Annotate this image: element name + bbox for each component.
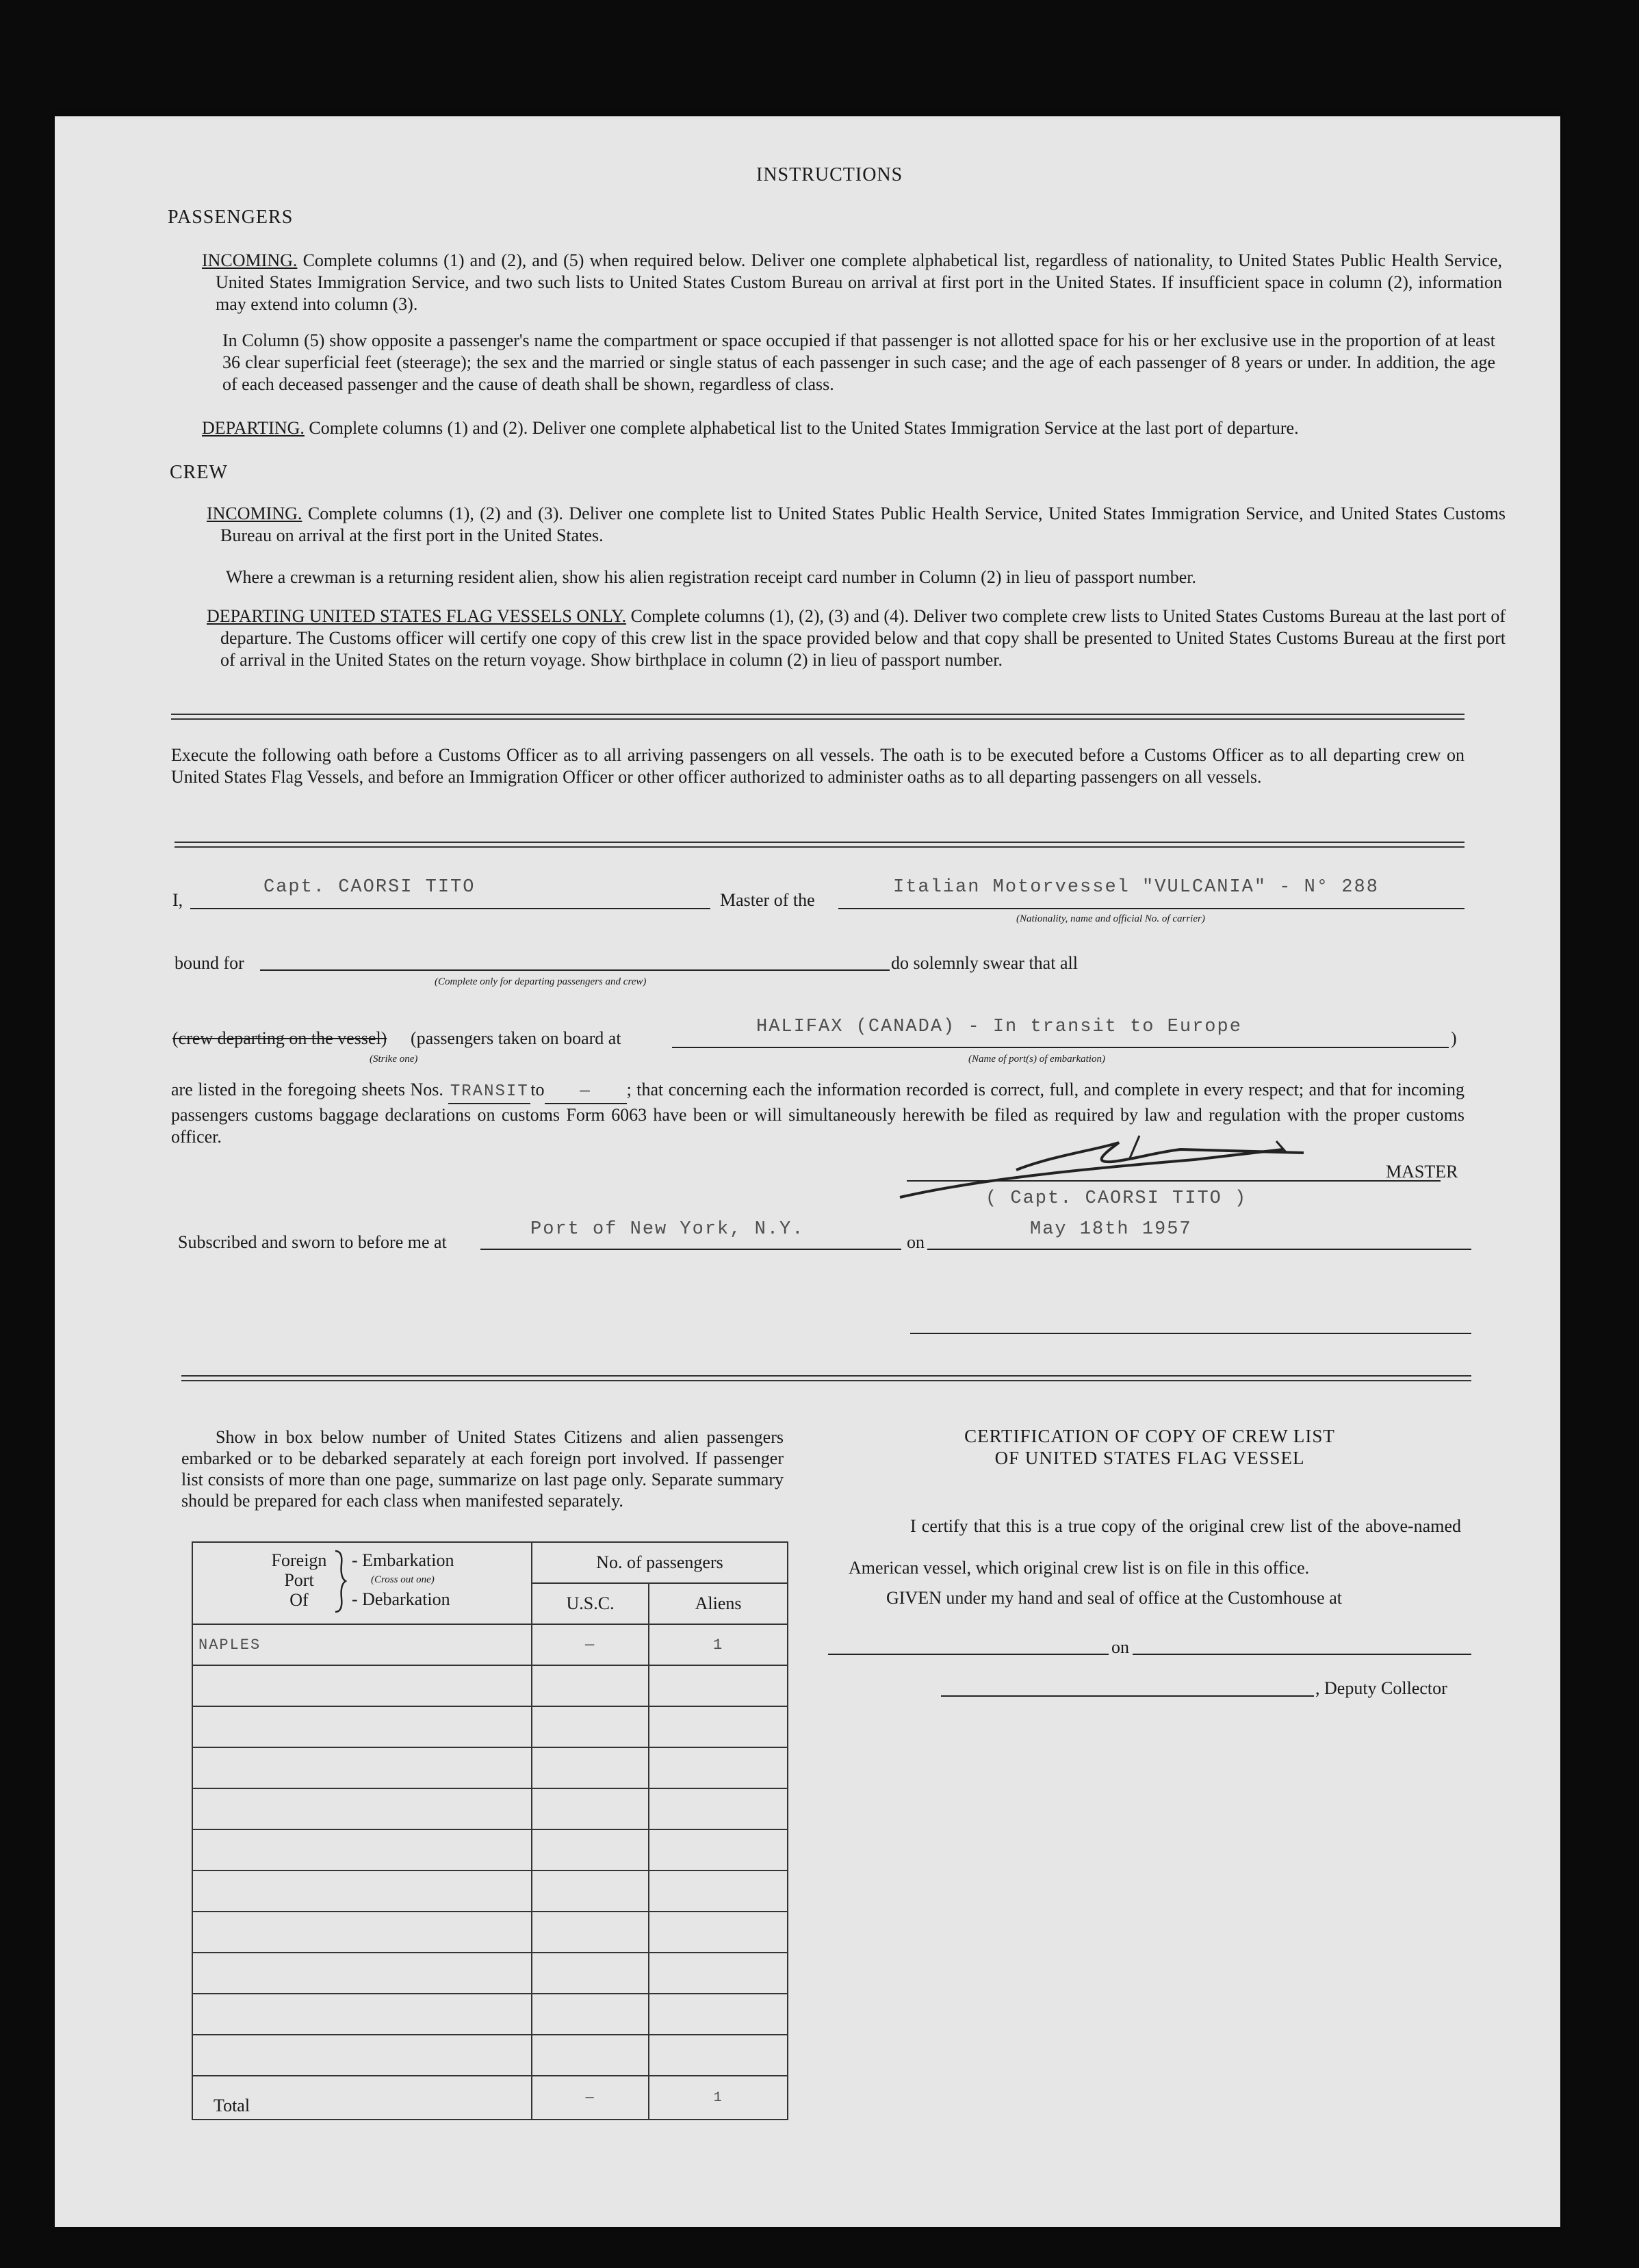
total-usc: — [532, 2076, 649, 2120]
sheets-label: are listed in the foregoing sheets Nos. [171, 1080, 443, 1099]
to-label: to [530, 1080, 545, 1099]
certification-title-line1: CERTIFICATION OF COPY OF CREW LIST [964, 1426, 1335, 1446]
oath-intro: Execute the following oath before a Customs Officer as to all arriving passengers on all vessels. The oath is to be executed before a Customs Officer as to all departing crew on United States Flag Vessels, and before an Immigration Officer or other officer authorized to administer oaths as to all departing passengers on all vessels. [171, 745, 1464, 787]
passengers-incoming-label: INCOMING. [202, 250, 298, 270]
row-usc-cell [532, 2035, 649, 2076]
bound-for-line [260, 969, 890, 971]
of-label: Of [289, 1590, 309, 1610]
usc-header: U.S.C. [532, 1583, 649, 1624]
passengers-incoming-text: Complete columns (1) and (2), and (5) when required below. Deliver one complete alphabetical list, regardless of nationality, to United States Public Health Service, United States Immigration Service, and two such lists to United States Custom Bureau on arrival at first port in the United States. If insufficient space in column (2), information may extend into column (3). [216, 250, 1503, 314]
sheets-from-value: TRANSIT [450, 1082, 529, 1101]
crew-departing-text: Complete columns (1), (2), (3) and (4). Deliver two complete crew lists to United States Customs Bureau at the last port of departure. The Customs officer will certify one copy of this crew list in the space provided below and that copy shall be presented to United States Customs Bureau at the first port of arrival in the United States on the return voyage. Show birthplace in column (2) in lieu of passport number. [220, 606, 1506, 670]
vessel-value: Italian Motorvessel "VULCANIA" - N° 288 [893, 877, 1379, 898]
row-aliens-cell [649, 1994, 788, 2035]
bound-for-caption: (Complete only for departing passengers and crew) [435, 976, 647, 987]
cross-out-label: (Cross out one) [371, 1574, 435, 1585]
aliens-header: Aliens [649, 1583, 788, 1624]
crew-departing-label: DEPARTING UNITED STATES FLAG VESSELS ONLY. [207, 606, 627, 626]
row-port-cell [192, 2035, 532, 2076]
close-paren: ) [1451, 1028, 1457, 1048]
certification-title-line2: OF UNITED STATES FLAG VESSEL [994, 1448, 1305, 1468]
master-of-label: Master of the [720, 890, 815, 910]
table-row [192, 1871, 788, 1912]
double-rule [171, 714, 1464, 720]
bound-for-label: bound for [175, 953, 244, 973]
table-row [192, 1994, 788, 2035]
master-name-line [190, 908, 710, 909]
row-usc-cell [532, 1912, 649, 1953]
no-passengers-header: No. of passengers [532, 1542, 788, 1583]
table-row [192, 1747, 788, 1788]
row-aliens-cell [649, 1829, 788, 1871]
document-page [55, 116, 1560, 2227]
row-usc-cell [532, 1706, 649, 1747]
row-port-cell [192, 1665, 532, 1706]
row-port-cell [192, 1912, 532, 1953]
passenger-summary-table [192, 1541, 788, 2120]
port-label: Port [284, 1570, 314, 1590]
row-port-cell [192, 1788, 532, 1829]
passengers-departing-paragraph [202, 417, 1502, 439]
certification-title [862, 1425, 1437, 1469]
table-row [192, 1624, 788, 1665]
total-label: Total [192, 2076, 532, 2120]
sworn-date-line [927, 1249, 1471, 1250]
row-aliens-cell [649, 1706, 788, 1747]
vessel-caption: (Nationality, name and official No. of carrier) [1016, 913, 1205, 924]
foreign-label: Foreign [271, 1550, 327, 1570]
sworn-place-line [480, 1249, 901, 1250]
certification-date-line [1133, 1654, 1471, 1655]
port-header-cell [192, 1542, 532, 1624]
crew-departing-struck: (crew departing on the vessel) [172, 1028, 387, 1048]
passengers-departing-text: Complete columns (1) and (2). Deliver one complete alphabetical list to the United States Immigration Service at the last port of departure. [309, 418, 1299, 438]
summary-instructions: Show in box below number of United States Citizens and alien passengers embarked or to be debarked separately at each foreign port involved. If passenger list consists of more than one page, summarize on last page only. Separate summary should be prepared for each class when manifested separately. [181, 1427, 784, 1511]
deputy-signature-line [941, 1695, 1314, 1697]
vessel-line [838, 908, 1464, 909]
passengers-heading: PASSENGERS [168, 207, 294, 228]
crew-incoming-text: Complete columns (1), (2) and (3). Deliver one complete list to United States Public Health Service, United States Immigration Service, and United States Customs Bureau on arrival at the first port in the United States. [220, 504, 1506, 545]
concerning-text: ; that concerning each the information recorded is correct, full, and complete in every respect; and that for incoming passengers customs baggage declarations on customs Form 6063 have been or will simultaneously herewith be filed as required by law and regulation with the proper customs officer. [171, 1080, 1464, 1147]
i-label: I, [172, 890, 183, 910]
brace-icon [333, 1549, 347, 1614]
certify-text: I certify that this is a true copy of the original crew list of the above-named American vessel, which original crew list is on file in this office. [849, 1516, 1461, 1578]
row-port-cell [192, 1871, 532, 1912]
row-port-cell [192, 1994, 532, 2035]
officer-signature-line [910, 1333, 1471, 1334]
master-name-value: Capt. CAORSI TITO [263, 877, 476, 898]
row-aliens-cell: 1 [649, 1624, 788, 1665]
table-row [192, 1912, 788, 1953]
row-usc-cell [532, 1994, 649, 2035]
embarkation-label: - Embarkation [352, 1550, 454, 1570]
on-label: on [907, 1232, 925, 1252]
table-row [192, 1829, 788, 1871]
crew-incoming-paragraph [207, 503, 1506, 547]
total-aliens: 1 [649, 2076, 788, 2120]
embarkation-caption: (Name of port(s) of embarkation) [968, 1054, 1105, 1065]
row-aliens-cell [649, 1912, 788, 1953]
page-title: INSTRUCTIONS [756, 164, 903, 185]
embarkation-value: HALIFAX (CANADA) - In transit to Europe [756, 1017, 1242, 1037]
row-port-cell [192, 1953, 532, 1994]
row-usc-cell [532, 1871, 649, 1912]
row-usc-cell [532, 1953, 649, 1994]
column5-paragraph: In Column (5) show opposite a passenger's name the compartment or space occupied if that passenger is not allotted space for his or her exclusive use in the proportion of at least 36 clear superficial feet (steerage); the sex and the married or single status of each passenger in such case; and the age of each passenger of 8 years or under. In addition, the age of each deceased passenger and the cause of death shall be shown, regardless of class. [222, 330, 1495, 394]
double-rule [175, 842, 1464, 848]
given-text: GIVEN under my hand and seal of office at the Customhouse at [886, 1588, 1342, 1608]
row-usc-cell [532, 1747, 649, 1788]
row-usc-cell [532, 1665, 649, 1706]
sheets-to-value: — [580, 1082, 591, 1101]
crew-heading: CREW [170, 462, 228, 483]
row-usc-cell [532, 1788, 649, 1829]
row-aliens-cell [649, 1953, 788, 1994]
subscribed-label: Subscribed and sworn to before me at [178, 1232, 447, 1252]
row-usc-cell [532, 1829, 649, 1871]
passengers-taken-label: (passengers taken on board at [411, 1028, 621, 1048]
master-signed-name: ( Capt. CAORSI TITO ) [985, 1188, 1248, 1209]
row-aliens-cell [649, 2035, 788, 2076]
row-port-cell [192, 1829, 532, 1871]
table-row [192, 1665, 788, 1706]
row-port-cell [192, 1747, 532, 1788]
table-row [192, 2035, 788, 2076]
sworn-date-value: May 18th 1957 [1030, 1219, 1192, 1240]
crew-alien-paragraph: Where a crewman is a returning resident alien, show his alien registration receipt card number in Column (2) in lieu of passport number. [226, 567, 1197, 587]
swear-text: do solemnly swear that all [891, 953, 1078, 973]
row-usc-cell: — [532, 1624, 649, 1665]
sworn-place-value: Port of New York, N.Y. [530, 1219, 805, 1240]
double-rule [181, 1375, 1471, 1381]
crew-incoming-label: INCOMING. [207, 504, 302, 523]
deputy-label: , Deputy Collector [1315, 1678, 1447, 1698]
row-aliens-cell [649, 1871, 788, 1912]
embarkation-line [672, 1047, 1449, 1048]
crew-departing-paragraph [207, 605, 1506, 671]
row-aliens-cell [649, 1665, 788, 1706]
table-row [192, 1953, 788, 1994]
row-aliens-cell [649, 1788, 788, 1829]
row-aliens-cell [649, 1747, 788, 1788]
customhouse-line [828, 1654, 1109, 1655]
table-row [192, 1706, 788, 1747]
table-row [192, 1788, 788, 1829]
row-port-cell [192, 1706, 532, 1747]
certification-on-label: on [1111, 1637, 1129, 1657]
row-port-cell: NAPLES [192, 1624, 532, 1665]
debarkation-label: - Debarkation [352, 1589, 450, 1609]
master-label: MASTER [1386, 1162, 1458, 1182]
passengers-incoming-paragraph [202, 250, 1502, 315]
passengers-departing-label: DEPARTING. [202, 418, 305, 438]
strike-caption: (Strike one) [370, 1054, 418, 1065]
